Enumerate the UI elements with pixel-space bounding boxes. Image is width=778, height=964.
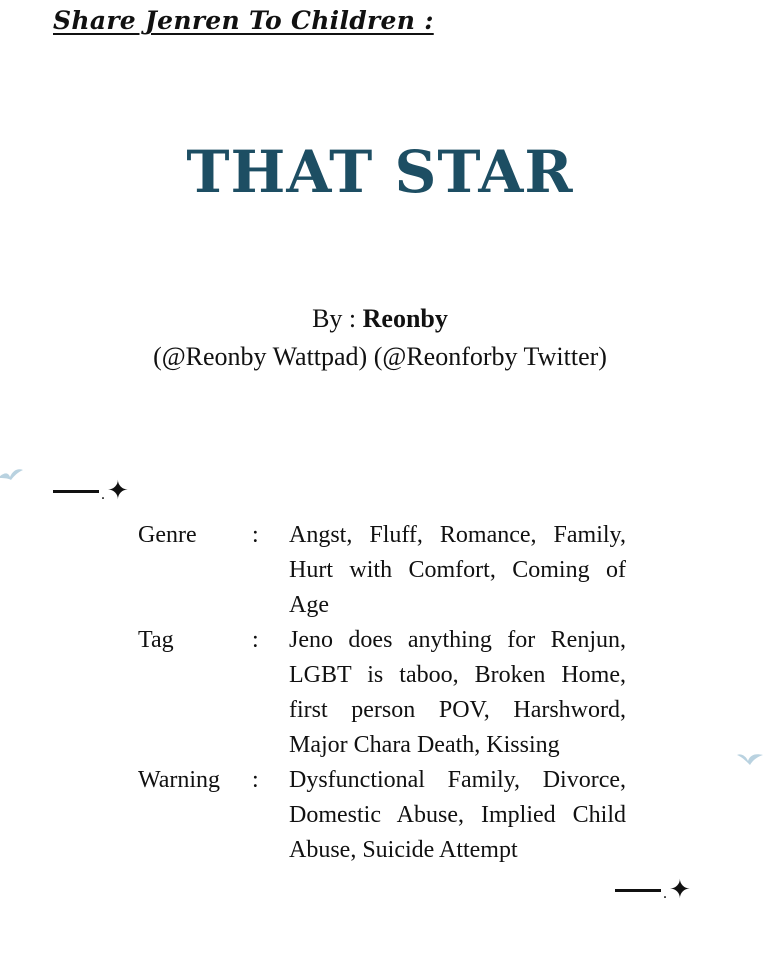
by-prefix: By : [312,304,363,333]
info-key: Tag [138,627,174,653]
story-title: THAT STAR [186,138,574,206]
info-key: Genre [138,522,197,548]
info-row-genre [138,518,628,623]
info-row-warning [138,763,628,868]
bird-icon [0,466,24,486]
author-name: Reonby [362,304,448,333]
section-divider [615,877,691,903]
author-handles: (@Reonby Wattpad) (@Reonforby Twitter) [153,342,607,371]
byline [0,304,760,334]
bird-icon [736,749,764,769]
divider-star-icon: ✦ [107,476,129,505]
info-value: Angst, Fluff, Romance, Family, Hurt with Comfort, Coming of Age [289,522,626,618]
info-value: Dysfunctional Family, Divorce, Domestic Abuse, Implied Child Abuse, Suicide Attempt [289,767,626,863]
info-colon: : [252,627,259,653]
divider-star-icon: ✦ [669,875,691,904]
section-divider [53,478,129,504]
info-value: Jeno does anything for Renjun, LGBT is taboo, Broken Home, first person POV, Harshword, Major Chara Death, Kissing [289,627,626,758]
info-row-tag [138,623,628,763]
info-colon: : [252,522,259,548]
divider-line [53,490,99,493]
story-info [138,518,628,868]
info-key: Warning [138,767,221,793]
share-note: Share Jenren To Children : [53,6,434,35]
divider-dot: . [101,486,105,503]
info-colon: : [252,767,259,793]
divider-line [615,889,661,892]
divider-dot: . [663,885,667,902]
